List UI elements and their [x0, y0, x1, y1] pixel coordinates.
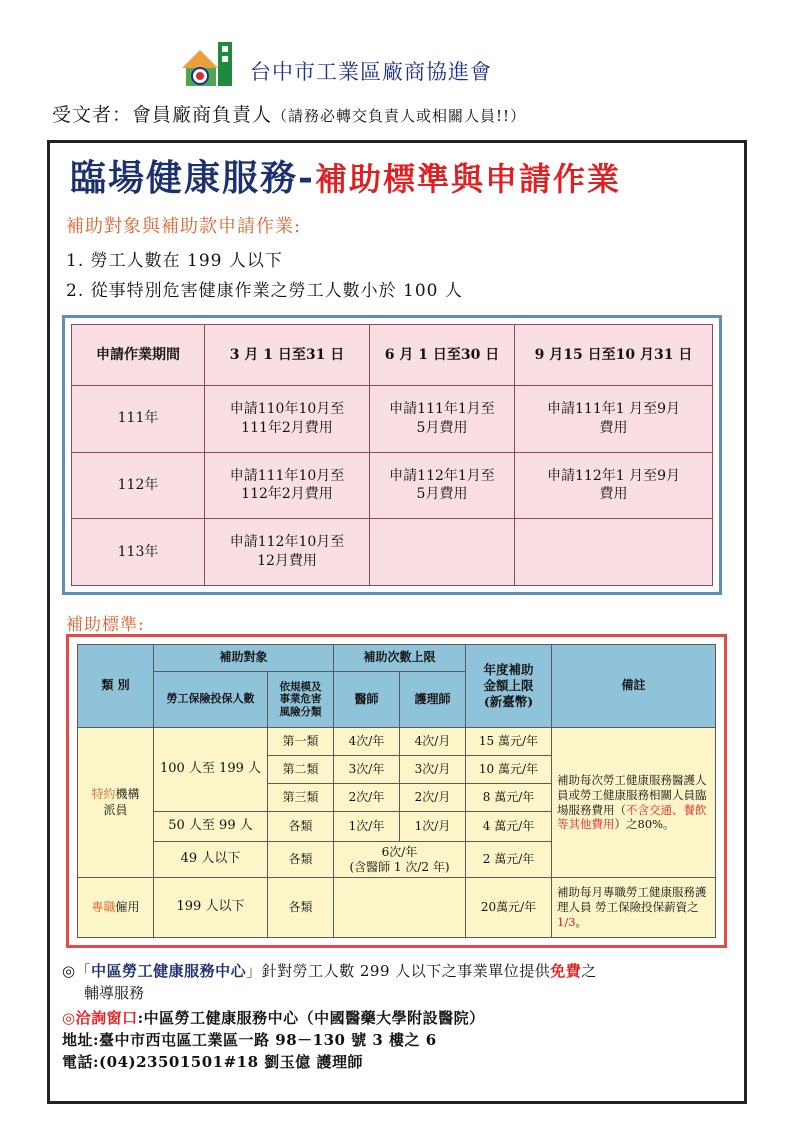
subsidy-header-risk: 依規模及 事業危害 風險分類 — [268, 672, 334, 728]
remark-fulltime-text: 補助每月專職勞工健康服務護理人員 勞工保險投保薪資之 — [557, 885, 707, 915]
recipient-line — [52, 100, 526, 127]
category-fulltime-rest: 僱用 — [115, 899, 140, 914]
section1-heading: 補助對象與補助款申請作業: — [66, 216, 302, 237]
subsidy-header-nurse: 護理師 — [400, 672, 466, 728]
schedule-cell: 申請110年10月至 111年2月費用 — [205, 386, 370, 453]
insured-50-99: 50 人至 99 人 — [154, 812, 268, 842]
address: 地址:臺中市西屯區工業區一路 98－130 號 3 樓之 6 — [62, 1031, 437, 1049]
schedule-cell — [370, 519, 515, 586]
title-main: 臨場健康服務- — [70, 157, 315, 199]
nurse-times: 1次/月 — [400, 812, 466, 842]
schedule-header-march: 3 月 1 日至31 日 — [205, 325, 370, 386]
contact-window — [62, 1007, 485, 1028]
insured-49-below: 49 人以下 — [154, 842, 268, 878]
notice-free: 免費 — [550, 962, 582, 980]
remark-contracted-exclusion: 不含交通、餐飲等其他費用 — [557, 802, 707, 832]
nurse-times: 2次/月 — [400, 784, 466, 812]
recipient-note: （請務必轉交負責人或相關人員!!） — [272, 107, 527, 125]
service-notice — [62, 960, 597, 981]
contact-value: :中區勞工健康服務中心（中國醫藥大學附設醫院） — [137, 1009, 485, 1027]
doctor-times: 1次/年 — [334, 812, 400, 842]
schedule-year: 112年 — [72, 452, 205, 519]
schedule-cell: 申請111年1 月至9月 費用 — [515, 386, 713, 453]
schedule-header-row — [72, 325, 713, 386]
nurse-times: 4次/月 — [400, 728, 466, 756]
notice-continuation: 輔導服務 — [84, 984, 145, 1002]
page-title — [70, 150, 621, 201]
insured-100-199: 100 人至 199 人 — [154, 728, 268, 812]
risk-class: 第三類 — [268, 784, 334, 812]
category-contracted — [78, 728, 154, 878]
empty-times — [334, 878, 466, 938]
subsidy-table-frame — [66, 634, 727, 948]
amount-limit: 10 萬元/年 — [466, 756, 552, 784]
combined-times: 6次/年 (含醫師 1 次/2 年) — [334, 842, 466, 878]
amount-limit: 20萬元/年 — [466, 878, 552, 938]
category-contracted-rest: 機構 派員 — [103, 786, 140, 817]
schedule-cell: 申請111年1月至 5月費用 — [370, 386, 515, 453]
schedule-header-period: 申請作業期間 — [72, 325, 205, 386]
subsidy-header-target: 補助對象 — [154, 645, 334, 672]
doctor-times: 4次/年 — [334, 728, 400, 756]
schedule-header-june: 6 月 1 日至30 日 — [370, 325, 515, 386]
amount-limit: 4 萬元/年 — [466, 812, 552, 842]
risk-class: 各類 — [268, 878, 334, 938]
phone: 電話:(04)23501501#18 劉玉億 護理師 — [62, 1053, 363, 1071]
amount-limit: 8 萬元/年 — [466, 784, 552, 812]
subsidy-row — [78, 728, 716, 756]
schedule-cell — [515, 519, 713, 586]
association-logo-icon — [178, 38, 236, 90]
remark-fulltime — [552, 878, 716, 938]
doctor-times: 2次/年 — [334, 784, 400, 812]
remark-contracted — [552, 728, 716, 878]
schedule-row — [72, 452, 713, 519]
insured-199-below: 199 人以下 — [154, 878, 268, 938]
title-sub: 補助標準與申請作業 — [314, 160, 621, 198]
schedule-year: 113年 — [72, 519, 205, 586]
notice-end: 之 — [581, 962, 597, 980]
category-fulltime — [78, 878, 154, 938]
amount-limit: 15 萬元/年 — [466, 728, 552, 756]
remark-contracted-end: ）之80%。 — [614, 817, 675, 832]
schedule-cell: 申請112年1月至 5月費用 — [370, 452, 515, 519]
schedule-table — [71, 324, 713, 586]
recipient-text: 受文者：會員廠商負責人 — [52, 104, 273, 126]
subsidy-header-row-1 — [78, 645, 716, 672]
risk-class: 第二類 — [268, 756, 334, 784]
notice-center-name: 中區勞工健康服務中心 — [91, 962, 247, 980]
category-fulltime-label: 專職 — [91, 899, 116, 914]
schedule-year: 111年 — [72, 386, 205, 453]
nurse-times: 3次/月 — [400, 756, 466, 784]
risk-class: 各類 — [268, 812, 334, 842]
subsidy-header-amount: 年度補助 金額上限 (新臺幣) — [466, 645, 552, 728]
subsidy-header-doctor: 醫師 — [334, 672, 400, 728]
subsidy-header-insured: 勞工保險投保人數 — [154, 672, 268, 728]
subsidy-header-remark: 備註 — [552, 645, 716, 728]
subsidy-header-category: 類 別 — [78, 645, 154, 728]
category-contracted-label: 特約 — [91, 786, 116, 801]
risk-class: 各類 — [268, 842, 334, 878]
contact-label: ◎洽詢窗口 — [62, 1009, 138, 1027]
schedule-cell: 申請112年10月至 12月費用 — [205, 519, 370, 586]
org-name: 台中市工業區廠商協進會 — [250, 60, 492, 84]
schedule-cell: 申請111年10月至 112年2月費用 — [205, 452, 370, 519]
subsidy-row — [78, 878, 716, 938]
schedule-table-frame — [62, 315, 722, 595]
schedule-header-september: 9 月15 日至10 月31 日 — [515, 325, 713, 386]
criteria-item-2: 2. 從事特別危害健康作業之勞工人數小於 100 人 — [66, 281, 463, 301]
subsidy-header-limit: 補助次數上限 — [334, 645, 466, 672]
schedule-row — [72, 519, 713, 586]
risk-class: 第一類 — [268, 728, 334, 756]
remark-fulltime-ratio: 1/3 — [557, 914, 576, 929]
doctor-times: 3次/年 — [334, 756, 400, 784]
schedule-row — [72, 386, 713, 453]
amount-limit: 2 萬元/年 — [466, 842, 552, 878]
notice-middle: 」針對勞工人數 299 人以下之事業單位提供 — [246, 962, 551, 980]
notice-start: ◎「 — [62, 962, 92, 980]
schedule-cell: 申請112年1 月至9月 費用 — [515, 452, 713, 519]
remark-contracted-text: 補助每次勞工健康服務醫護人員或勞工健康服務相關人員臨場服務費用（ — [557, 772, 707, 817]
subsidy-table — [77, 644, 716, 938]
criteria-item-1: 1. 勞工人數在 199 人以下 — [66, 251, 283, 271]
remark-fulltime-end: 。 — [575, 914, 588, 929]
section2-heading: 補助標準: — [66, 615, 145, 635]
